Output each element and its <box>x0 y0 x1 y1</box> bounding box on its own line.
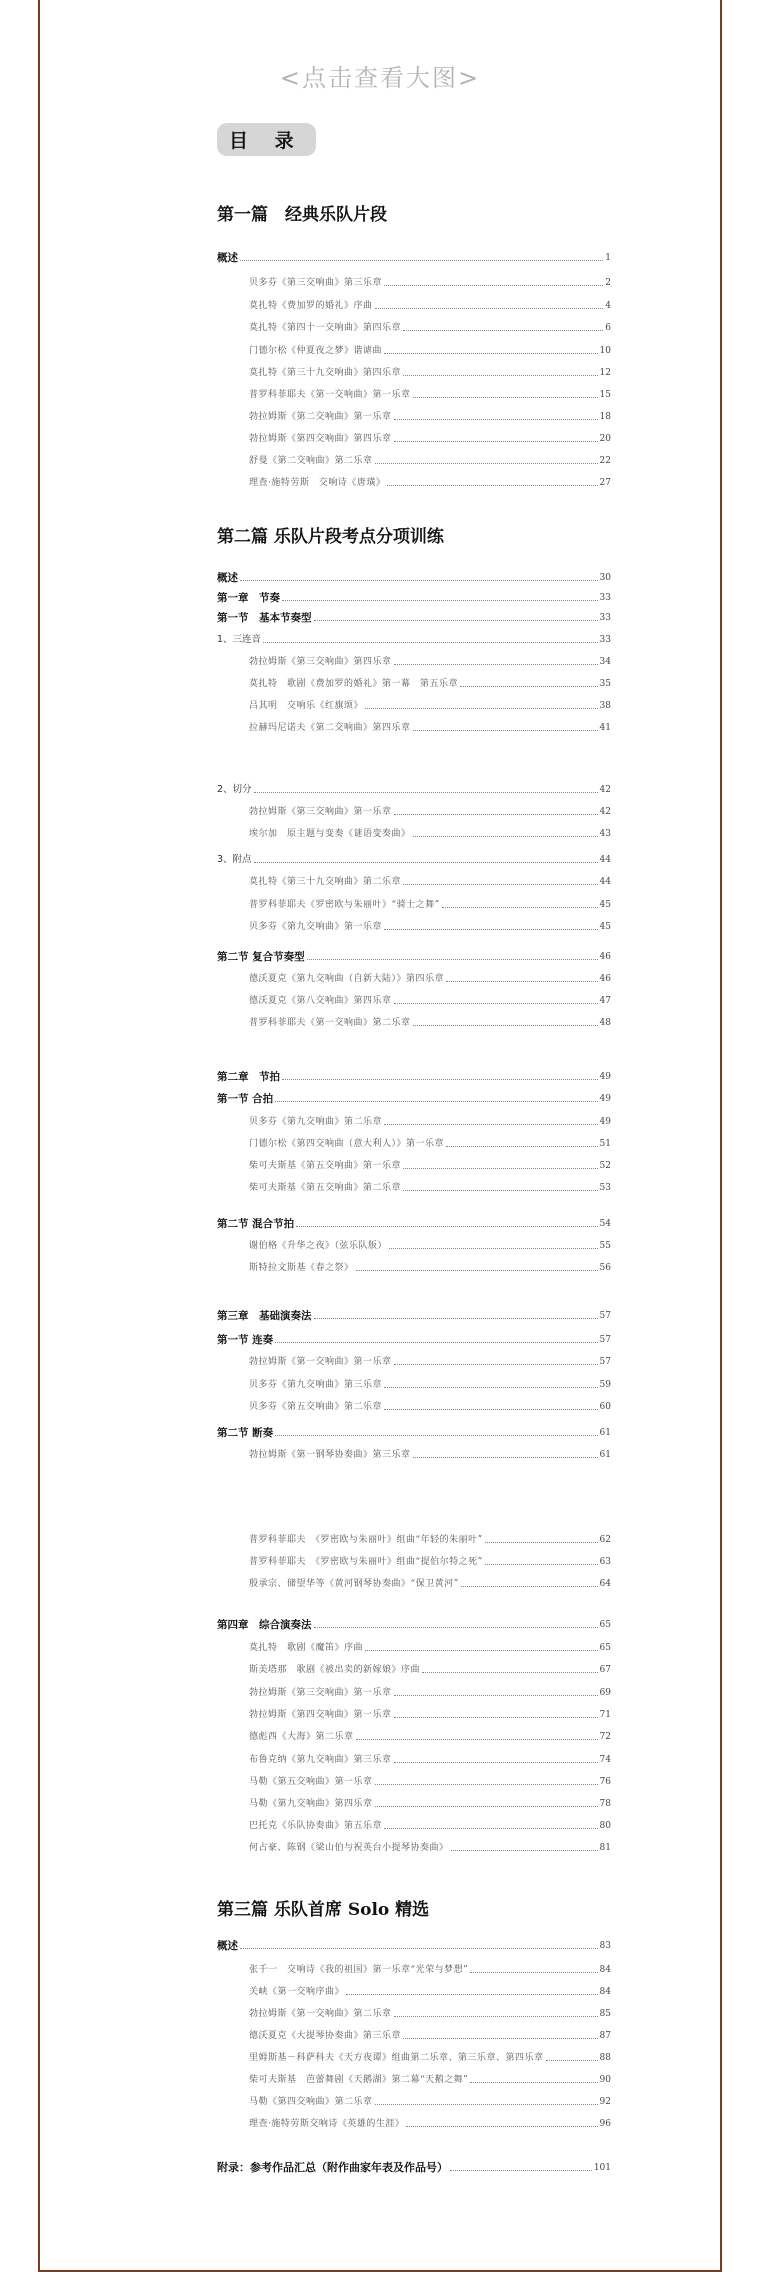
leader-dots <box>450 2170 592 2171</box>
toc-entry-label: 布鲁克纳《第九交响曲》第三乐章 <box>249 1755 392 1765</box>
toc-entry-label: 门德尔松《仲夏夜之梦》谐谑曲 <box>249 346 383 356</box>
part1-title: 第一篇 经典乐队片段 <box>217 205 387 225</box>
leader-dots <box>413 1457 598 1458</box>
leader-dots <box>384 1387 598 1388</box>
toc-entry-label: 里姆斯基－科萨科夫《天方夜谭》组曲第二乐章、第三乐章、第四乐章 <box>249 2053 544 2063</box>
leader-dots <box>394 2016 598 2017</box>
toc-entry-page: 74 <box>599 1755 611 1765</box>
toc-entry-label: 2、切分 <box>217 784 252 795</box>
leader-dots <box>403 375 598 376</box>
toc-entry-label: 柴可夫斯基《第五交响曲》第一乐章 <box>249 1161 402 1171</box>
toc-entry-page: 81 <box>599 1843 611 1853</box>
toc-entry-label: 概述 <box>217 252 238 264</box>
toc-entry[interactable] <box>249 1838 611 1854</box>
leader-dots <box>275 1435 597 1436</box>
toc-entry-label: 普罗科菲耶夫 《罗密欧与朱丽叶》组曲“提伯尔特之死” <box>249 1557 483 1567</box>
toc-entry[interactable] <box>249 1982 611 1998</box>
leader-dots <box>375 308 604 309</box>
toc-entry-label: 门德尔松《第四交响曲（意大利人）》第一乐章 <box>249 1139 445 1149</box>
leader-dots <box>406 2126 597 2127</box>
toc-entry[interactable] <box>249 1258 611 1274</box>
toc-entry[interactable] <box>249 1683 611 1699</box>
toc-entry-label: 贝多芬《第九交响曲》第三乐章 <box>249 1380 383 1390</box>
leader-dots <box>384 1124 598 1125</box>
leader-dots <box>403 1168 598 1169</box>
toc-entry-page: 57 <box>599 1311 611 1321</box>
toc-entry-label: 第三章 基础演奏法 <box>217 1310 312 1322</box>
toc-entry-label: 德沃夏克《第九交响曲（自新大陆）》第四乐章 <box>249 974 445 984</box>
toc-entry-label: 普罗科菲耶夫《第一交响曲》第二乐章 <box>249 1018 411 1028</box>
toc-section-entry[interactable] <box>217 1214 611 1230</box>
toc-entry-label: 巴托克《乐队协奏曲》第五乐章 <box>249 1821 383 1831</box>
leader-dots <box>384 1409 598 1410</box>
toc-entry-page: 56 <box>599 1263 611 1273</box>
toc-entry-label: 德沃夏克《第八交响曲》第四乐章 <box>249 996 392 1006</box>
toc-entry-page: 4 <box>605 301 611 311</box>
toc-entry-page: 88 <box>599 2053 611 2063</box>
toc-entry-label: 勃拉姆斯《第三交响曲》第一乐章 <box>249 807 392 817</box>
leader-dots <box>413 836 598 837</box>
toc-entry-page: 57 <box>599 1335 611 1345</box>
toc-section-entry[interactable] <box>217 1423 611 1439</box>
toc-entry-page: 85 <box>599 2009 611 2019</box>
leader-dots <box>314 1318 598 1319</box>
toc-entry[interactable] <box>249 1530 611 1546</box>
toc-entry-page: 84 <box>599 1987 611 1997</box>
leader-dots <box>240 1948 598 1949</box>
toc-entry[interactable] <box>249 473 611 489</box>
toc-entry[interactable] <box>249 1750 611 1766</box>
toc-entry[interactable] <box>249 363 611 379</box>
toc-entry-label: 莫扎特《第三十九交响曲》第二乐章 <box>249 877 402 887</box>
toc-entry-label: 莫扎特 歌剧《费加罗的婚礼》第一幕 第五乐章 <box>249 679 459 689</box>
toc-entry[interactable] <box>249 802 611 818</box>
toc-title: 目 录 <box>217 123 316 156</box>
toc-entry-label: 第一节 基本节奏型 <box>217 612 312 624</box>
toc-entry-label: 第一节 连奏 <box>217 1334 274 1346</box>
toc-entry[interactable] <box>249 1552 611 1568</box>
leader-dots <box>442 907 598 908</box>
toc-entry-label: 普罗科菲耶夫 《罗密欧与朱丽叶》组曲“年轻的朱丽叶” <box>249 1535 483 1545</box>
leader-dots <box>446 1146 598 1147</box>
leader-dots <box>389 1248 598 1249</box>
leader-dots <box>314 620 598 621</box>
toc-entry-page: 59 <box>599 1380 611 1390</box>
toc-entry-page: 42 <box>599 785 611 795</box>
leader-dots <box>240 260 603 261</box>
toc-section-entry[interactable] <box>217 1306 611 1322</box>
toc-entry-label: 勃拉姆斯《第三交响曲》第四乐章 <box>249 657 392 667</box>
leader-dots <box>314 1627 598 1628</box>
toc-entry-label: 第二节 断奏 <box>217 1427 274 1439</box>
toc-entry-page: 49 <box>599 1117 611 1127</box>
toc-entry-label: 关峡《第一交响序曲》 <box>249 1987 345 1997</box>
toc-entry-page: 83 <box>599 1941 611 1951</box>
toc-section-entry[interactable] <box>217 1936 611 1952</box>
toc-entry-label: 莫扎特《第三十九交响曲》第四乐章 <box>249 368 402 378</box>
toc-entry-page: 87 <box>599 2031 611 2041</box>
toc-entry-page: 65 <box>599 1643 611 1653</box>
toc-entry[interactable] <box>249 895 611 911</box>
toc-section-entry[interactable] <box>217 568 611 584</box>
toc-entry-label: 勃拉姆斯《第四交响曲》第一乐章 <box>249 1710 392 1720</box>
toc-entry-label: 勃拉姆斯《第一交响曲》第一乐章 <box>249 1357 392 1367</box>
leader-dots <box>470 1972 597 1973</box>
toc-entry[interactable] <box>249 1156 611 1172</box>
toc-entry-label: 谢伯格《升华之夜》（弦乐队版） <box>249 1241 388 1251</box>
toc-entry-page: 33 <box>599 613 611 623</box>
toc-entry-label: 斯美塔那 歌剧《被出卖的新嫁娘》序曲 <box>249 1665 421 1675</box>
toc-entry-page: 33 <box>599 593 611 603</box>
leader-dots <box>394 441 598 442</box>
toc-entry[interactable] <box>249 273 611 289</box>
toc-entry-label: 普罗科菲耶夫《第一交响曲》第一乐章 <box>249 390 411 400</box>
toc-entry-page: 42 <box>599 807 611 817</box>
part2-title: 第二篇 乐队片段考点分项训练 <box>217 527 444 547</box>
toc-entry[interactable] <box>249 1727 611 1743</box>
leader-dots <box>413 397 598 398</box>
toc-entry-page: 38 <box>599 701 611 711</box>
toc-entry[interactable] <box>249 991 611 1007</box>
toc-entry-page: 71 <box>599 1710 611 1720</box>
toc-entry[interactable] <box>249 1445 611 1461</box>
toc-entry-label: 第二节 混合节拍 <box>217 1218 295 1230</box>
toc-entry-label: 勃拉姆斯《第二交响曲》第一乐章 <box>249 412 392 422</box>
toc-entry-page: 2 <box>605 278 611 288</box>
toc-entry-page: 90 <box>599 2075 611 2085</box>
toc-section-entry[interactable] <box>217 947 611 963</box>
toc-entry[interactable] <box>249 341 611 357</box>
leader-dots <box>356 1270 598 1271</box>
toc-entry-label: 贝多芬《第五交响曲》第二乐章 <box>249 1402 383 1412</box>
toc-entry-label: 莫扎特《第四十一交响曲》第四乐章 <box>249 323 402 333</box>
toc-section-entry[interactable] <box>217 780 611 796</box>
toc-entry-label: 拉赫玛尼诺夫《第二交响曲》第四乐章 <box>249 723 411 733</box>
toc-entry[interactable] <box>249 718 611 734</box>
leader-dots <box>394 1003 598 1004</box>
leader-dots <box>422 1672 598 1673</box>
toc-entry-page: 61 <box>599 1450 611 1460</box>
toc-entry-label: 马勒《第五交响曲》第一乐章 <box>249 1777 373 1787</box>
toc-entry[interactable] <box>249 1960 611 1976</box>
toc-entry[interactable] <box>249 1178 611 1194</box>
toc-entry-page: 48 <box>599 1018 611 1028</box>
toc-entry[interactable] <box>249 2048 611 2064</box>
toc-entry-page: 53 <box>599 1183 611 1193</box>
leader-dots <box>254 862 598 863</box>
toc-entry-page: 41 <box>599 723 611 733</box>
toc-entry-label: 莫扎特《费加罗的婚礼》序曲 <box>249 301 373 311</box>
toc-entry-page: 43 <box>599 829 611 839</box>
toc-entry[interactable] <box>249 1772 611 1788</box>
toc-entry-label: 第二章 节拍 <box>217 1071 280 1083</box>
toc-entry-page: 49 <box>599 1094 611 1104</box>
toc-entry-page: 10 <box>599 346 611 356</box>
toc-entry-label: 普罗科菲耶夫《罗密欧与朱丽叶》“骑士之舞” <box>249 900 440 910</box>
toc-entry-page: 60 <box>599 1402 611 1412</box>
toc-entry-label: 马勒《第九交响曲》第四乐章 <box>249 1799 373 1809</box>
toc-entry-label: 勃拉姆斯《第一钢琴协奏曲》第三乐章 <box>249 1450 411 1460</box>
toc-entry-page: 18 <box>599 412 611 422</box>
toc-entry-label: 舒曼《第二交响曲》第二乐章 <box>249 456 373 466</box>
toc-entry-page: 46 <box>599 952 611 962</box>
toc-entry-label: 第四章 综合演奏法 <box>217 1619 312 1631</box>
toc-entry-page: 96 <box>599 2119 611 2129</box>
leader-dots <box>307 959 598 960</box>
toc-entry-page: 78 <box>599 1799 611 1809</box>
leader-dots <box>546 2060 598 2061</box>
toc-entry-label: 勃拉姆斯《第三交响曲》第一乐章 <box>249 1688 392 1698</box>
toc-section-entry[interactable] <box>217 850 611 866</box>
leader-dots <box>346 1994 598 1995</box>
leader-dots <box>254 792 598 793</box>
toc-entry[interactable] <box>249 652 611 668</box>
toc-entry[interactable] <box>249 1660 611 1676</box>
toc-entry-page: 47 <box>599 996 611 1006</box>
toc-entry-label: 莫扎特 歌剧《魔笛》序曲 <box>249 1643 364 1653</box>
toc-entry-label: 贝多芬《第三交响曲》第三乐章 <box>249 278 383 288</box>
toc-entry-page: 34 <box>599 657 611 667</box>
leader-dots <box>282 600 598 601</box>
leader-dots <box>384 929 598 930</box>
toc-entry-label: 埃尔加 原主题与变奏《谜语变奏曲》 <box>249 829 411 839</box>
toc-entry[interactable] <box>249 1134 611 1150</box>
toc-entry[interactable] <box>249 917 611 933</box>
leader-dots <box>384 285 603 286</box>
toc-entry-page: 69 <box>599 1688 611 1698</box>
leader-dots <box>275 1101 597 1102</box>
toc-entry[interactable] <box>249 2004 611 2020</box>
toc-section-entry[interactable] <box>217 1089 611 1105</box>
toc-entry[interactable] <box>249 1397 611 1413</box>
toc-entry-label: 第二节 复合节奏型 <box>217 951 305 963</box>
toc-entry-label: 第一节 合拍 <box>217 1093 274 1105</box>
toc-entry-label: 马勒《第四交响曲》第二乐章 <box>249 2097 373 2107</box>
toc-entry-label: 贝多芬《第九交响曲》第二乐章 <box>249 1117 383 1127</box>
toc-entry-page: 61 <box>599 1428 611 1438</box>
leader-dots <box>356 1739 598 1740</box>
leader-dots <box>394 1695 598 1696</box>
leader-dots <box>375 463 598 464</box>
leader-dots <box>451 1850 598 1851</box>
leader-dots <box>460 686 598 687</box>
toc-entry-page: 1 <box>605 253 611 263</box>
leader-dots <box>384 353 598 354</box>
toc-entry-label: 何占豪、陈钢《梁山伯与祝英台小提琴协奏曲》 <box>249 1843 449 1853</box>
toc-entry-label: 理查·施特劳斯 交响诗《唐璜》 <box>249 478 386 488</box>
toc-entry-label: 贝多芬《第九交响曲》第一乐章 <box>249 922 383 932</box>
toc-entry-page: 33 <box>599 635 611 645</box>
leader-dots <box>375 2104 598 2105</box>
toc-entry-label: 斯特拉文斯基《春之祭》 <box>249 1263 354 1273</box>
leader-dots <box>240 580 598 581</box>
toc-entry-label: 德彪西《大海》第二乐章 <box>249 1732 354 1742</box>
view-large-image-link[interactable]: <点击查看大图> <box>279 64 481 92</box>
toc-entry-page: 54 <box>599 1219 611 1229</box>
toc-entry-page: 45 <box>599 922 611 932</box>
toc-entry-page: 76 <box>599 1777 611 1787</box>
toc-entry-label: 第一章 节奏 <box>217 592 280 604</box>
leader-dots <box>470 2082 597 2083</box>
leader-dots <box>413 1025 598 1026</box>
leader-dots <box>403 1190 598 1191</box>
toc-section-entry[interactable] <box>217 248 611 264</box>
toc-section-entry[interactable] <box>217 1067 611 1083</box>
leader-dots <box>403 884 598 885</box>
toc-entry-page: 72 <box>599 1732 611 1742</box>
toc-entry-page: 6 <box>605 323 611 333</box>
toc-entry[interactable] <box>249 296 611 312</box>
toc-section-entry[interactable] <box>217 630 611 646</box>
toc-entry[interactable] <box>249 1236 611 1252</box>
toc-entry-page: 44 <box>599 855 611 865</box>
toc-section-entry[interactable] <box>217 588 611 604</box>
leader-dots <box>394 664 598 665</box>
appendix-row[interactable] <box>217 2158 611 2174</box>
toc-entry[interactable] <box>249 1375 611 1391</box>
toc-entry[interactable] <box>249 1705 611 1721</box>
toc-entry[interactable] <box>249 2092 611 2108</box>
toc-section-entry[interactable] <box>217 1330 611 1346</box>
toc-entry-page: 64 <box>599 1579 611 1589</box>
toc-entry[interactable] <box>249 2070 611 2086</box>
toc-entry[interactable] <box>249 385 611 401</box>
leader-dots <box>394 1762 598 1763</box>
toc-entry[interactable] <box>249 1352 611 1368</box>
toc-entry[interactable] <box>249 2026 611 2042</box>
toc-entry[interactable] <box>249 318 611 334</box>
toc-section-entry[interactable] <box>217 1615 611 1631</box>
toc-entry-page: 92 <box>599 2097 611 2107</box>
toc-entry-label: 柴可夫斯基 芭蕾舞剧《天鹅湖》第二幕“天鹅之舞” <box>249 2075 469 2085</box>
toc-entry-label: 1、三连音 <box>217 634 262 645</box>
toc-entry[interactable] <box>249 969 611 985</box>
toc-entry-label: 殷承宗、储望华等《黄河钢琴协奏曲》“保卫黄河” <box>249 1579 459 1589</box>
leader-dots <box>375 1806 598 1807</box>
leader-dots <box>394 1717 598 1718</box>
toc-entry-page: 52 <box>599 1161 611 1171</box>
toc-entry-label: 德沃夏克《大提琴协奏曲》第三乐章 <box>249 2031 402 2041</box>
toc-entry-page: 51 <box>599 1139 611 1149</box>
toc-entry-page: 46 <box>599 974 611 984</box>
appendix-label: 附录：参考作品汇总（附作曲家年表及作品号） <box>217 2161 448 2174</box>
leader-dots <box>365 1650 598 1651</box>
toc-entry-page: 22 <box>599 456 611 466</box>
part3-title: 第三篇 乐队首席 Solo 精选 <box>217 1900 430 1920</box>
toc-entry[interactable] <box>249 1574 611 1590</box>
leader-dots <box>263 642 598 643</box>
toc-entry-label: 理查·施特劳斯交响诗《英雄的生涯》 <box>249 2119 405 2129</box>
leader-dots <box>394 419 598 420</box>
toc-entry-label: 勃拉姆斯《第一交响曲》第二乐章 <box>249 2009 392 2019</box>
toc-entry[interactable] <box>249 696 611 712</box>
leader-dots <box>365 708 598 709</box>
toc-entry-page: 49 <box>599 1072 611 1082</box>
toc-entry[interactable] <box>249 451 611 467</box>
toc-entry-page: 20 <box>599 434 611 444</box>
toc-entry[interactable] <box>249 429 611 445</box>
toc-entry-page: 35 <box>599 679 611 689</box>
toc-entry-page: 80 <box>599 1821 611 1831</box>
toc-entry-page: 30 <box>599 573 611 583</box>
toc-entry-page: 55 <box>599 1241 611 1251</box>
leader-dots <box>394 1364 598 1365</box>
toc-entry[interactable] <box>249 1794 611 1810</box>
toc-entry-label: 柴可夫斯基《第五交响曲》第二乐章 <box>249 1183 402 1193</box>
toc-entry[interactable] <box>249 872 611 888</box>
leader-dots <box>384 1828 598 1829</box>
toc-entry-label: 勃拉姆斯《第四交响曲》第四乐章 <box>249 434 392 444</box>
toc-entry-page: 57 <box>599 1357 611 1367</box>
leader-dots <box>485 1542 598 1543</box>
toc-entry-page: 62 <box>599 1535 611 1545</box>
toc-entry-page: 27 <box>599 478 611 488</box>
leader-dots <box>387 485 597 486</box>
leader-dots <box>413 730 598 731</box>
toc-entry[interactable] <box>249 1013 611 1029</box>
toc-entry-label: 概述 <box>217 1940 238 1952</box>
toc-entry-label: 吕其明 交响乐《红旗颂》 <box>249 701 364 711</box>
toc-entry-page: 63 <box>599 1557 611 1567</box>
toc-entry-label: 张千一 交响诗《我的祖国》第一乐章“光荣与梦想” <box>249 1965 469 1975</box>
toc-entry-page: 67 <box>599 1665 611 1675</box>
leader-dots <box>403 330 603 331</box>
toc-entry-page: 12 <box>599 368 611 378</box>
toc-entry-page: 84 <box>599 1965 611 1975</box>
appendix-page: 101 <box>593 2163 611 2173</box>
toc-entry[interactable] <box>249 1816 611 1832</box>
leader-dots <box>403 2038 598 2039</box>
leader-dots <box>375 1784 598 1785</box>
toc-entry[interactable] <box>249 407 611 423</box>
toc-entry[interactable] <box>249 1638 611 1654</box>
leader-dots <box>296 1226 597 1227</box>
toc-entry[interactable] <box>249 824 611 840</box>
toc-entry[interactable] <box>249 1112 611 1128</box>
toc-entry-page: 15 <box>599 390 611 400</box>
toc-section-entry[interactable] <box>217 608 611 624</box>
leader-dots <box>461 1586 598 1587</box>
toc-entry-page: 65 <box>599 1620 611 1630</box>
leader-dots <box>485 1564 598 1565</box>
leader-dots <box>275 1342 597 1343</box>
toc-entry[interactable] <box>249 2114 611 2130</box>
toc-entry-page: 45 <box>599 900 611 910</box>
toc-entry-label: 3、附点 <box>217 854 252 865</box>
toc-entry-page: 44 <box>599 877 611 887</box>
toc-entry-label: 概述 <box>217 572 238 584</box>
leader-dots <box>394 814 598 815</box>
toc-entry[interactable] <box>249 674 611 690</box>
leader-dots <box>446 981 598 982</box>
leader-dots <box>282 1079 598 1080</box>
